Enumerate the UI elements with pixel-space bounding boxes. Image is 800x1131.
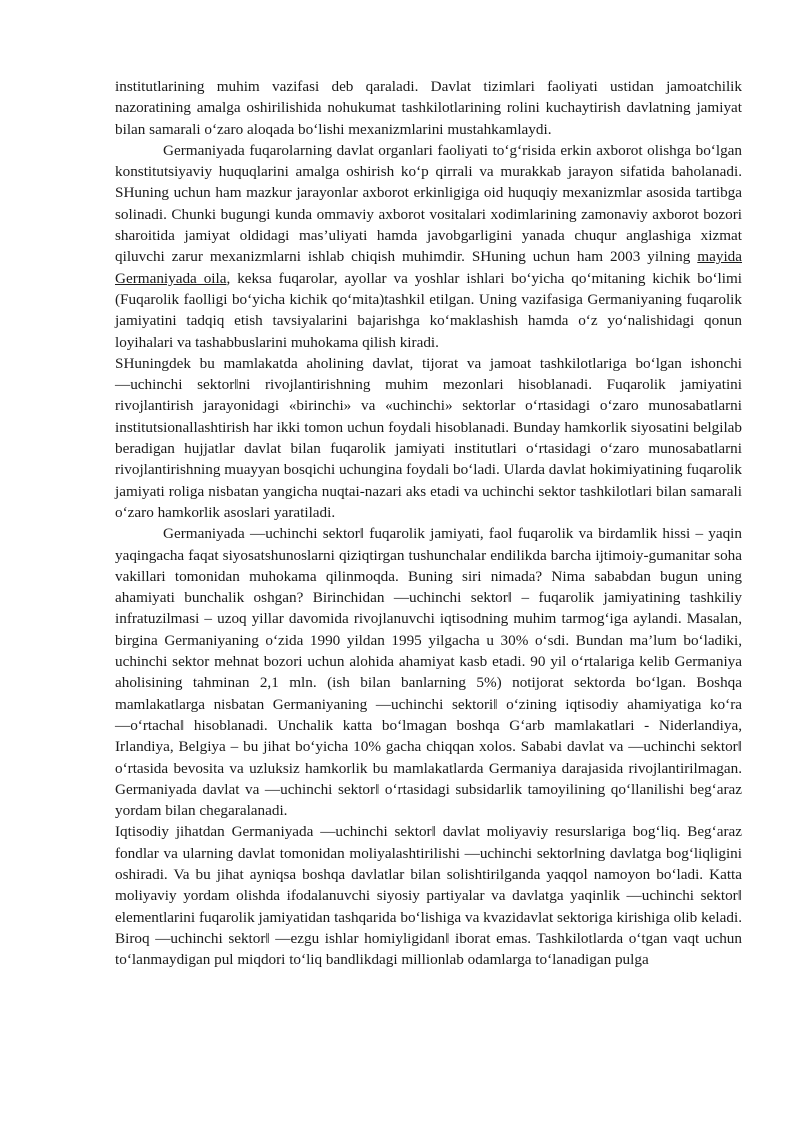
paragraph-2-text-b: , keksa fuqarolar, ayollar va yoshlar ishlari boʻyicha qoʻmitaning kichik boʻlimi (Fuqarolik faolligi boʻyicha kichik qoʻmita)tashkil etilgan. Uning vazifasiga Germaniyaning fuqarolik jamiyatini tadqiq etish tavsiyalarini bajarishga koʻmaklashish hamda oʻz yoʻnalishidagi qonun loyihalari va tashabbuslarini muhokama qilish kiradi. [115,269,742,351]
paragraph-2-text-a: Germaniyada fuqarolarning davlat organlari faoliyati toʻgʻrisida erkin axborot olishga boʻlgan konstitutsiyaviy huquqlarini amalga oshirish koʻp qirrali va murakkab jarayon sifatida baholanadi. SHuning uchun ham mazkur jarayonlar axborot erkinligiga oid huquqiy mexanizmlar asosida tartibga solinadi. Chunki bugungi kunda ommaviy axborot vositalari xodimlarining zamonaviy axborot bozori sharoitida jamiyat oldidagi mas’uliyati hamda javobgarligini yanada chuqur anglashiga xizmat qiluvchi zarur mexanizmlarni ishlab chiqish muhimdir. SHuning uchun ham 2003 yilning [115,141,742,266]
paragraph-5: Iqtisodiy jihatdan Germaniyada ―uchinchi sektor‖ davlat moliyaviy resurslariga bogʻliq. Begʻaraz fondlar va ularning davlat tomonidan moliyalashtirilishi ―uchinchi sektor‖ning davlatga bogʻliqligini oshiradi. Va bu jihat ayniqsa boshqa davlatlar bilan solishtirilganda yaqqol namoyon boʻladi. Katta moliyaviy yordam olishda ifodalanuvchi siyosiy partiyalar va davlatga yaqinlik ―uchinchi sektor‖ elementlarini fuqarolik jamiyatidan tashqarida boʻlishiga va kvazidavlat sektoriga kirishiga olib keladi. Biroq ―uchinchi sektor‖ ―ezgu ishlar homiyligidan‖ iborat emas. Tashkilotlarda oʻtgan vaqt uchun toʻlanmaydigan pul miqdori toʻliq bandlikdagi millionlab odamlarga toʻlanadigan pulga [115,823,742,969]
paragraph-3: SHuningdek bu mamlakatda aholining davlat, tijorat va jamoat tashkilotlariga boʻlgan ishonchi ―uchinchi sektor‖ni rivojlantirishning muhim mezonlari hisoblanadi. Fuqarolik jamiyatini rivojlantirish jarayonidagi «birinchi» va «uchinchi» sektorlar oʻrtasidagi oʻzaro munosabatlarni institutsionallashtirish har ikki tomon uchun foydali hisoblanadi. Bunday hamkorlik siyosatini belgilab beradigan hujjatlar davlat bilan fuqarolik jamiyati institutlari oʻrtasidagi oʻzaro munosabatlarni rivojlantirishning muayyan bosqichi uchungina foydali boʻladi. Ularda davlat hokimiyatining fuqarolik jamiyati roliga nisbatan yangicha nuqtai-nazari aks etadi va uchinchi sektor tashkilotlari bilan samarali oʻzaro hamkorlik asoslari yaratiladi. [115,354,742,521]
paragraph-4: Germaniyada ―uchinchi sektor‖ fuqarolik jamiyati, faol fuqarolik va birdamlik hissi – yaqin yaqingacha faqat siyosatshunoslarni qiziqtirgan tushunchalar endilikda barcha ijtimoiy-gumanitar soha vakillari tomonidan muhokama qilinmoqda. Buning siri nimada? Nima sababdan bugun uning ahamiyati bunchalik oshgan? Birinchidan ―uchinchi sektor‖ – fuqarolik jamiyatining tashkiliy infratuzilmasi – uzoq yillar davomida rivojlanuvchi iqtisodning muhim tarmogʻiga aylandi. Masalan, birgina Germaniyaning oʻzida 1990 yildan 1995 yilgacha u 30% oʻsdi. Bundan ma’lum boʻladiki, uchinchi sektor mehnat bozori uchun alohida ahamiyat kasb etadi. 90 yil oʻrtalariga kelib Germaniya aholisining tahminan 2,1 mln. (ish bilan banlarning 5%) notijorat sektorda boʻlgan. Boshqa mamlakatlarga nisbatan Germaniyaning ―uchinchi sektori‖ oʻzining iqtisodiy ahamiyatiga koʻra ―oʻrtacha‖ hisoblanadi. Unchalik katta boʻlmagan boshqa Gʻarb mamlakatlari - Niderlandiya, Irlandiya, Belgiya – bu jihat boʻyicha 10% gacha chiqqan xolos. Sababi davlat va ―uchinchi sektor‖ oʻrtasida bevosita va uzluksiz hamkorlik bu mamlakatlarda Germaniya darajasida rivojlantirilmagan. Germaniyada davlat va ―uchinchi sektor‖ oʻrtasidagi subsidarlik tamoyilining qoʻllanilishi begʻaraz yordam bilan chegaralanadi. [115,525,742,820]
document-page [115,76,742,970]
underlined-phrase-link[interactable]: mayida Germaniyada oila [115,248,742,287]
paragraph-1: institutlarining muhim vazifasi deb qaraladi. Davlat tizimlari faoliyati ustidan jamoatchilik nazoratining amalga oshirilishida nohukumat tashkilotlarining rolini kuchaytirish davlatning jamiyat bilan samarali oʻzaro aloqada boʻlishi mexanizmlarini mustahkamlaydi. [115,78,742,138]
paragraph-2 [115,140,742,353]
